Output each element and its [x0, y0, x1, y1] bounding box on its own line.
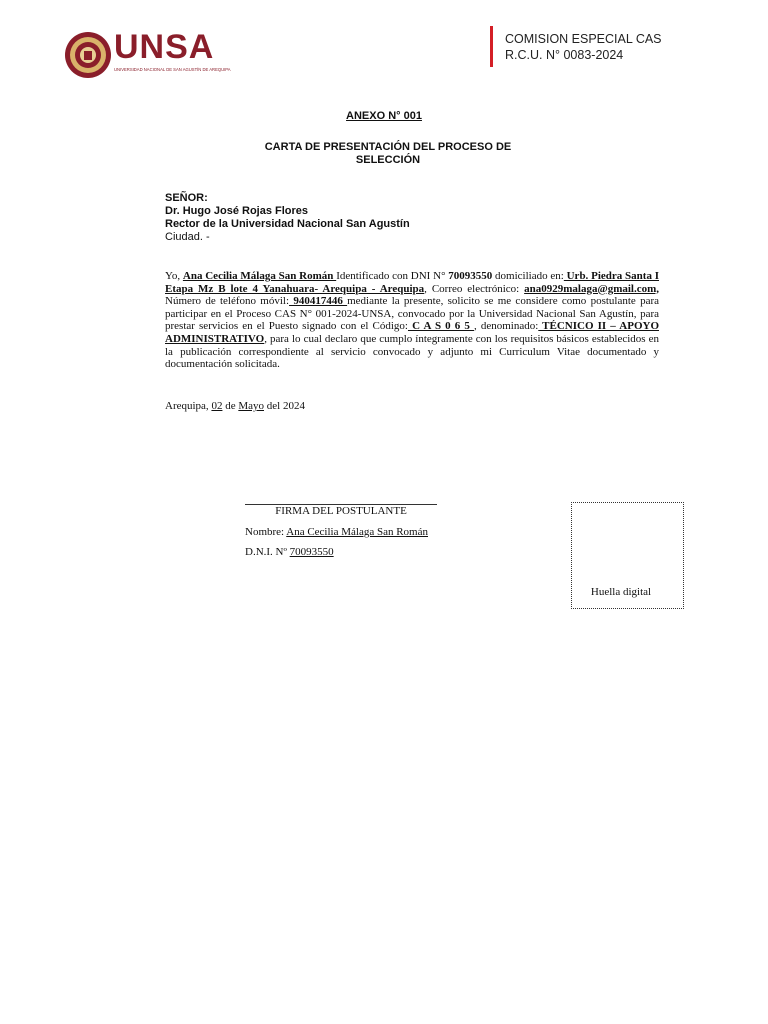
date-day: 02: [211, 400, 223, 412]
addressee-block: [165, 192, 410, 244]
name-label: Nombre:: [245, 526, 287, 538]
body-text: Identificado con DNI N°: [336, 270, 449, 282]
date-city: Arequipa,: [165, 400, 212, 412]
applicant-phone: 940417446: [289, 295, 348, 308]
fingerprint-label: Huella digital: [590, 586, 652, 598]
name-value: Ana Cecilia Málaga San Román: [286, 526, 428, 538]
letter-date: [165, 400, 305, 412]
annex-heading: [0, 110, 768, 122]
date-connector: de: [222, 400, 239, 412]
applicant-dni: 70093550: [448, 270, 493, 282]
position-code: C A S 0 6 5: [407, 320, 474, 333]
annex-number: ANEXO N° 001: [346, 110, 422, 122]
logo-subtitle: UNIVERSIDAD NACIONAL DE SAN AGUSTÍN DE AREQUIPA: [114, 67, 231, 72]
university-seal-icon: [62, 30, 114, 80]
body-text: Número de teléfono móvil:: [165, 295, 290, 308]
committee-name: COMISION ESPECIAL CAS: [505, 32, 662, 46]
salutation: SEÑOR:: [165, 192, 208, 204]
body-text: , denominado:: [473, 320, 539, 333]
header-accent-bar: [490, 26, 493, 67]
addressee-city: Ciudad. -: [165, 231, 210, 243]
addressee-name: Dr. Hugo José Rojas Flores: [165, 205, 309, 217]
body-text: domiciliado en:: [492, 270, 564, 282]
rcu-number: R.C.U. N° 0083-2024: [505, 47, 624, 62]
signature-dni: [245, 546, 334, 558]
date-month: Mayo: [238, 400, 264, 412]
signature-name: [245, 526, 428, 538]
applicant-name: Ana Cecilia Málaga San Román: [182, 270, 337, 282]
applicant-email: ana0929malaga@gmail.com,: [524, 282, 660, 295]
dni-value: 70093550: [289, 546, 334, 558]
logo-wordmark: UNSA: [114, 28, 215, 66]
header-reference: [505, 32, 662, 63]
dni-label: D.N.I. Nº: [245, 546, 290, 558]
addressee-position: Rector de la Universidad Nacional San Agustín: [165, 218, 410, 230]
document-title: CARTA DE PRESENTACIÓN DEL PROCESO DE SELECCIÓN: [264, 141, 512, 166]
applicant-address: Urb. Piedra Santa I Etapa Mz B lote 4 Yanahuara- Arequipa - Arequipa: [165, 270, 660, 295]
body-text: , para lo cual declaro que cumplo íntegramente con los requisitos básicos establecidos en la publicación correspondiente al servicio convocado y adjunto mi Curriculum Vitae documentado y documentación solicitada.: [165, 332, 659, 371]
body-text: Yo,: [165, 270, 183, 282]
date-year: del 2024: [264, 400, 305, 412]
signature-label: FIRMA DEL POSTULANTE: [275, 505, 407, 517]
position-title: TÉCNICO II – APOYO ADMINISTRATIVO: [165, 320, 659, 345]
body-text: , Correo electrónico:: [424, 282, 525, 295]
body-text: mediante la presente, solicito se me considere como postulante para participar en el Proceso CAS N° 001-2024-UNSA, convocado por la Universidad Nacional San Agustín, para prestar servicios en el Puesto signado con el Código:: [165, 295, 659, 333]
letter-body: [165, 270, 659, 371]
